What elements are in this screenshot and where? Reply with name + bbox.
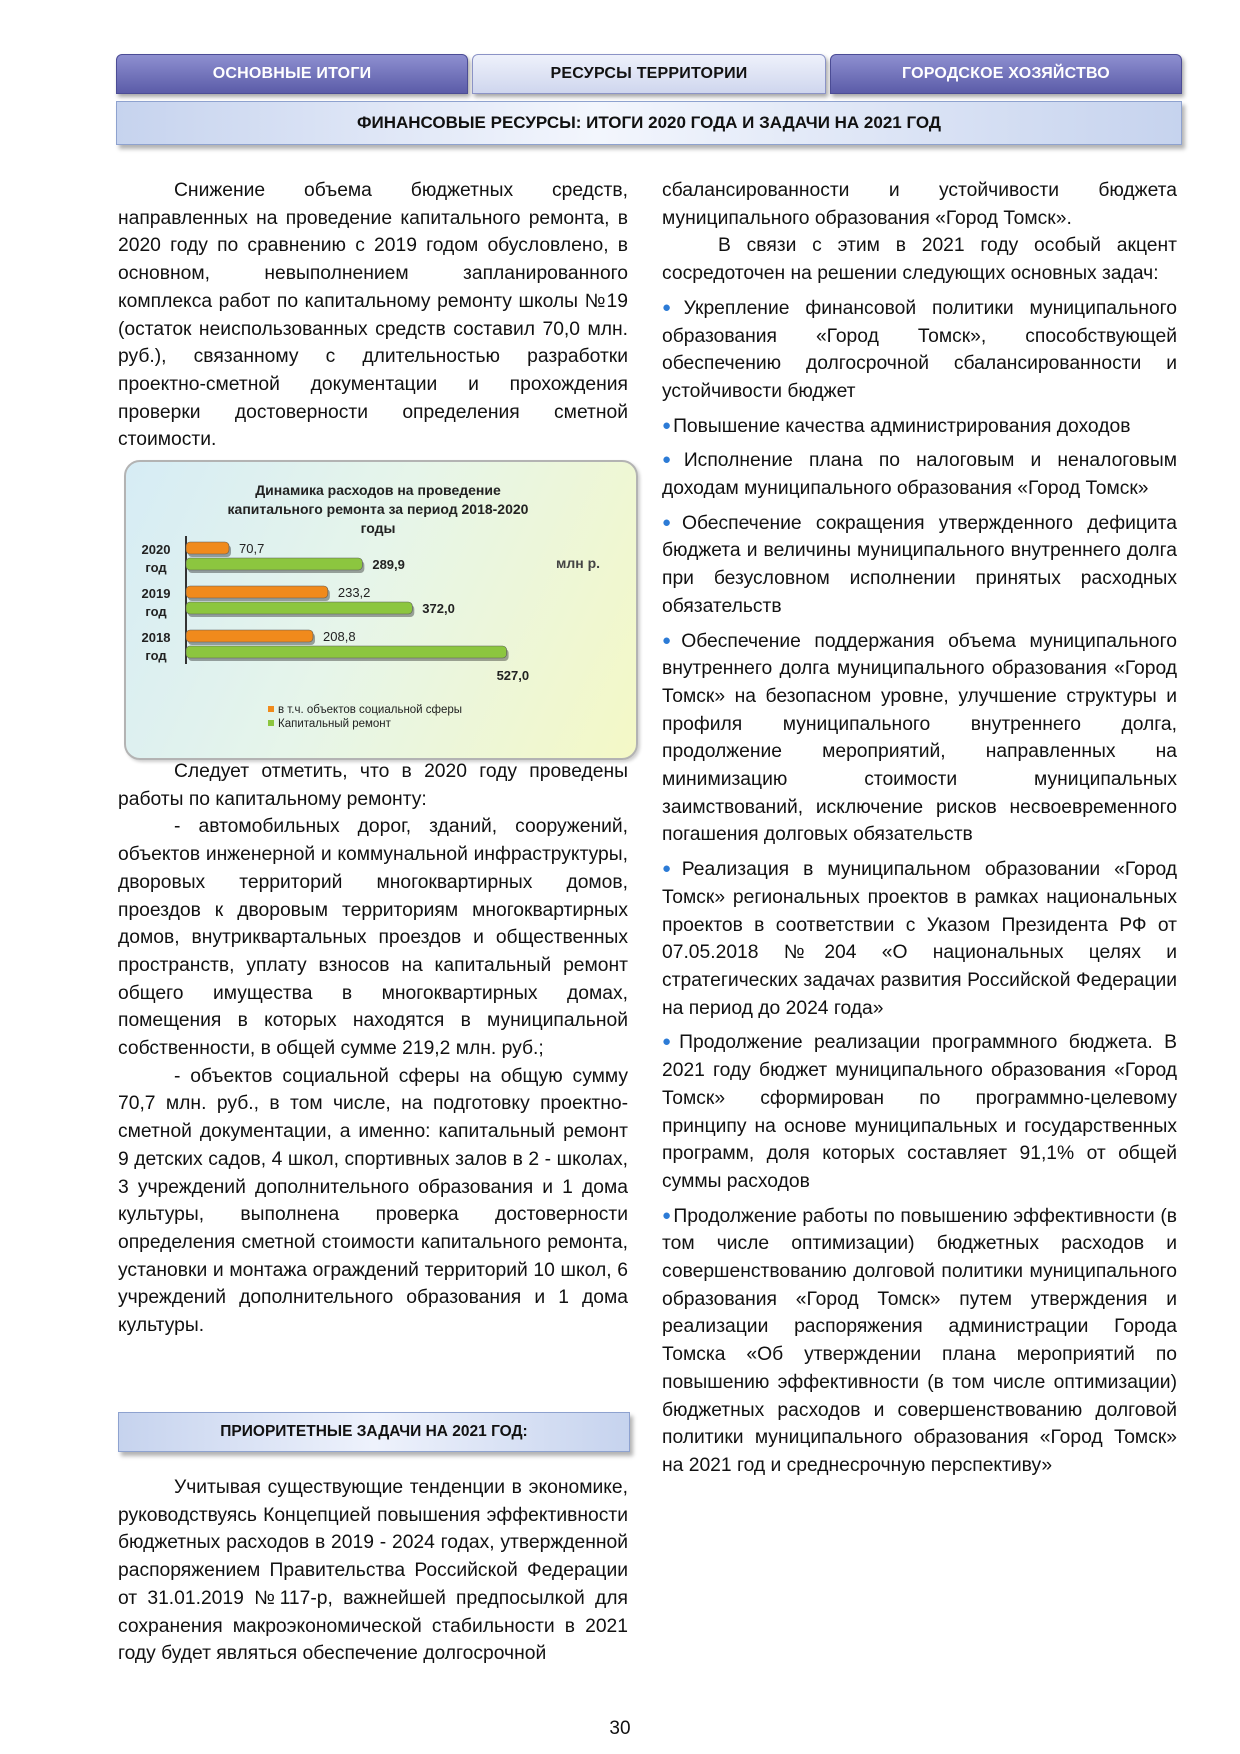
left-paragraph-5: Учитывая существующие тенденции в экономике, руководствуясь Концепцией повышения эффективности бюджетных расходов в 2019 - 2024 годах, утвержденной распоряжением Правительства Российской Федерации от 31.01.2019 №117-р, важнейшей предпосылкой для сохранения макроэкономической стабильности в 2021 году будет являться обеспечение долгосрочной	[118, 1477, 628, 1665]
task-bullet-item: ● Реализация в муниципальном образовании «Город Томск» региональных проектов в рамках национальных проектов в соответствии с Указом Президента РФ от 07.05.2018 №204 «О национальных целях и стратегических задачах развития Российской Федерации на период до 2024 года»	[662, 859, 1178, 1019]
bullet-icon: ●	[662, 416, 672, 434]
data-label: 70,7	[239, 541, 265, 556]
left-paragraph-3: - автомобильных дорог, зданий, сооружений, объектов инженерной и коммунальной инфраструктуры, дворовых территорий многоквартирных домов, проездов к дворовым территориям многоквартирных домов, внутриквартальных проездов и общественных пространств, уплату взносов на капитальный ремонт общего имущества в многоквартирных домах, помещения в которых находятся в муниципальной собственности, в общей сумме 219,2 млн. руб.;	[118, 816, 628, 1060]
category-label: 2020	[141, 542, 171, 557]
chart-title-line-2: капитального ремонта за период 2018-2020	[227, 501, 529, 517]
bar-capital	[186, 558, 362, 570]
section-banner: ФИНАНСОВЫЕ РЕСУРСЫ: ИТОГИ 2020 ГОДА И ЗАДАЧИ НА 2021 ГОД	[116, 101, 1182, 145]
right-column	[662, 177, 1177, 1486]
left-paragraph-2: Следует отметить, что в 2020 году проведены работы по капитальному ремонту:	[118, 761, 628, 810]
category-label: 2019	[141, 586, 171, 601]
bar-social	[186, 542, 229, 554]
task-bullet-item: ● Исполнение плана по налоговым и неналоговым доходам муниципального образования «Город Томск»	[662, 450, 1177, 500]
task-bullet-item: ● Обеспечение поддержания объема муниципального внутреннего долга муниципального образования «Город Томск» на безопасном уровне, улучшение структуры и профиля муниципального внутреннего долга, продолжение мероприятий, направленных на минимизацию стоимости муниципальных заимствований, исключение рисков несвоевременного погашения долговых обязательств	[662, 630, 1177, 846]
data-label: 372,0	[422, 601, 455, 616]
capital-repair-chart	[126, 462, 636, 758]
tab-territory-resources[interactable]: РЕСУРСЫ ТЕРРИТОРИИ	[472, 54, 826, 94]
chart-title-line-3: годы	[360, 520, 396, 536]
left-paragraph-4: - объектов социальной сферы на общую сумму 70,7 млн. руб., в том числе, на подготовку проектно-сметной документации, а именно: капитальный ремонт 9 детских садов, 4 школ, спортивных залов в 2 - школах, 3 учреждений дополнительного образования и 1 дома культуры, выполнена проверка достоверности определения сметной стоимости капитального ремонта, установки и монтажа ограждений территорий 10 школ, 6 учреждений дополнительного образования и 1 дома культуры.	[118, 1065, 628, 1337]
legend-label-social: в т.ч. объектов социальной сферы	[278, 704, 463, 716]
left-column-middle	[118, 758, 628, 1340]
bar-social	[186, 630, 313, 642]
data-label: 289,9	[372, 557, 405, 572]
bullet-icon: ●	[662, 451, 682, 469]
category-label: год	[145, 560, 167, 575]
right-paragraph-2: В связи с этим в 2021 году особый акцент сосредоточен на решении следующих основных задач:	[662, 235, 1177, 285]
tab-city-economy[interactable]: ГОРОДСКОЕ ХОЗЯЙСТВО	[830, 54, 1182, 94]
chart-panel	[124, 460, 638, 760]
priority-header: ПРИОРИТЕТНЫЕ ЗАДАЧИ НА 2021 ГОД:	[118, 1412, 630, 1452]
category-label: 2018	[141, 630, 171, 645]
page-number: 30	[609, 1718, 631, 1739]
bullet-icon: ●	[662, 1033, 678, 1051]
left-column-top	[118, 177, 628, 454]
task-bullet-item: ● Повышение качества администрирования доходов	[662, 415, 1131, 437]
bullet-icon: ●	[662, 631, 680, 649]
tab-main-results[interactable]: ОСНОВНЫЕ ИТОГИ	[116, 54, 468, 94]
bar-capital	[186, 602, 412, 614]
data-label: 527,0	[496, 668, 530, 683]
chart-unit-label: млн р.	[556, 555, 601, 571]
section-tabs	[116, 54, 1180, 92]
bullet-icon: ●	[662, 860, 680, 878]
task-bullet-item: ● Продолжение работы по повышению эффективности (в том числе оптимизации) бюджетных расходов и совершенствованию долговой политики муниципального образования «Город Томск» путем утверждения и реализации распоряжения администрации Города Томска «Об утверждении плана мероприятий по повышению эффективности (в том числе оптимизации) бюджетных расходов и совершенствованию долговой политики муниципального образования «Город Томск» на 2021 год и среднесрочную перспективу»	[662, 1205, 1177, 1476]
category-label: год	[145, 648, 167, 663]
legend-label-capital: Капитальный ремонт	[278, 718, 391, 730]
legend-swatch-capital	[268, 720, 274, 726]
legend-swatch-social	[268, 706, 274, 712]
task-bullet-item: ● Обеспечение сокращения утвержденного дефицита бюджета и величины муниципального внутреннего долга при безусловном исполнении принятых расходных обязательств	[662, 512, 1177, 617]
data-label: 208,8	[323, 629, 356, 644]
left-paragraph-1: Снижение объема бюджетных средств, направленных на проведение капитального ремонта, в 2020 году по сравнению с 2019 годом обусловлено, в основном, невыполнением запланированного комплекса работ по капитальному ремонту школы №19 (остаток неиспользованных средств составил 70,0 млн. руб.), связанному с длительностью разработки проектно-сметной документации и прохождения проверки достоверности определения сметной стоимости.	[118, 180, 628, 451]
bullet-icon: ●	[662, 513, 680, 531]
category-label: год	[145, 604, 167, 619]
task-bullet-item: ● Продолжение реализации программного бюджета. В 2021 году бюджет муниципального образования «Город Томск» сформирован по программно-целевому принципу на основе муниципальных и государственных программ, доля которых составляет 91,1% от общей суммы расходов	[662, 1032, 1177, 1192]
right-paragraph-1: сбалансированности и устойчивости бюджета муниципального образования «Город Томск».	[662, 180, 1177, 229]
chart-title-line-1: Динамика расходов на проведение	[255, 482, 501, 498]
task-bullet-item: ● Укрепление финансовой политики муниципального образования «Город Томск», способствующей обеспечению долгосрочной сбалансированности и устойчивости бюджет	[662, 297, 1178, 402]
data-label: 233,2	[337, 585, 371, 600]
bar-social	[186, 586, 328, 598]
bullet-icon: ●	[662, 298, 682, 316]
left-column-bottom	[118, 1474, 628, 1668]
bullet-icon: ●	[662, 1206, 672, 1224]
bar-capital	[186, 646, 507, 658]
